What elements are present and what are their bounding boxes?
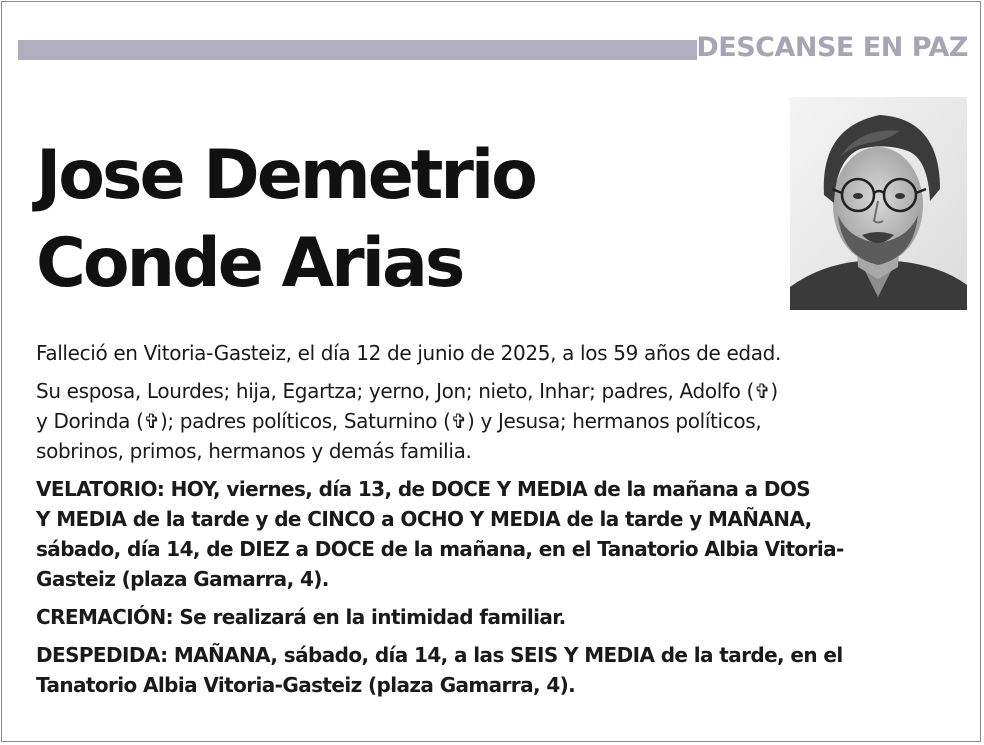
velatorio-line-2: Y MEDIA de la tarde y de CINCO a OCHO Y MEDIA de la tarde y MAÑANA, bbox=[36, 507, 812, 531]
velatorio-line-4: Gasteiz (plaza Gamarra, 4). bbox=[36, 567, 329, 591]
obituary-body bbox=[36, 338, 936, 708]
death-notice-text: Falleció en Vitoria-Gasteiz, el día 12 de junio de 2025, a los 59 años de edad. bbox=[36, 341, 782, 365]
velatorio-line-3: sábado, día 14, de DIEZ a DOCE de la mañana, en el Tanatorio Albia Vitoria- bbox=[36, 537, 844, 561]
portrait-photo bbox=[790, 97, 967, 310]
family-paragraph bbox=[36, 376, 936, 466]
section-label: DESCANSE EN PAZ bbox=[696, 32, 968, 63]
family-line-3: sobrinos, primos, hermanos y demás familia. bbox=[36, 439, 472, 463]
header-rule bbox=[18, 40, 697, 60]
portrait-photo-icon bbox=[790, 97, 967, 310]
name-line-1: Jose Demetrio bbox=[36, 136, 535, 215]
deceased-name bbox=[36, 132, 756, 308]
family-line-1: Su esposa, Lourdes; hija, Egartza; yerno, Jon; nieto, Inhar; padres, Adolfo (✞) bbox=[36, 379, 778, 403]
despedida-line-1: DESPEDIDA: MAÑANA, sábado, día 14, a las SEIS Y MEDIA de la tarde, en el bbox=[36, 643, 843, 667]
name-line-2: Conde Arias bbox=[36, 224, 463, 303]
velatorio-line-1: VELATORIO: HOY, viernes, día 13, de DOCE Y MEDIA de la mañana a DOS bbox=[36, 477, 811, 501]
despedida-paragraph bbox=[36, 640, 936, 700]
despedida-line-2: Tanatorio Albia Vitoria-Gasteiz (plaza Gamarra, 4). bbox=[36, 673, 576, 697]
death-notice bbox=[36, 338, 936, 368]
velatorio-paragraph bbox=[36, 474, 936, 594]
cremacion-text: CREMACIÓN: Se realizará en la intimidad familiar. bbox=[36, 605, 566, 629]
family-line-2: y Dorinda (✞); padres políticos, Saturnino (✞) y Jesusa; hermanos políticos, bbox=[36, 409, 762, 433]
cremacion-paragraph bbox=[36, 602, 936, 632]
